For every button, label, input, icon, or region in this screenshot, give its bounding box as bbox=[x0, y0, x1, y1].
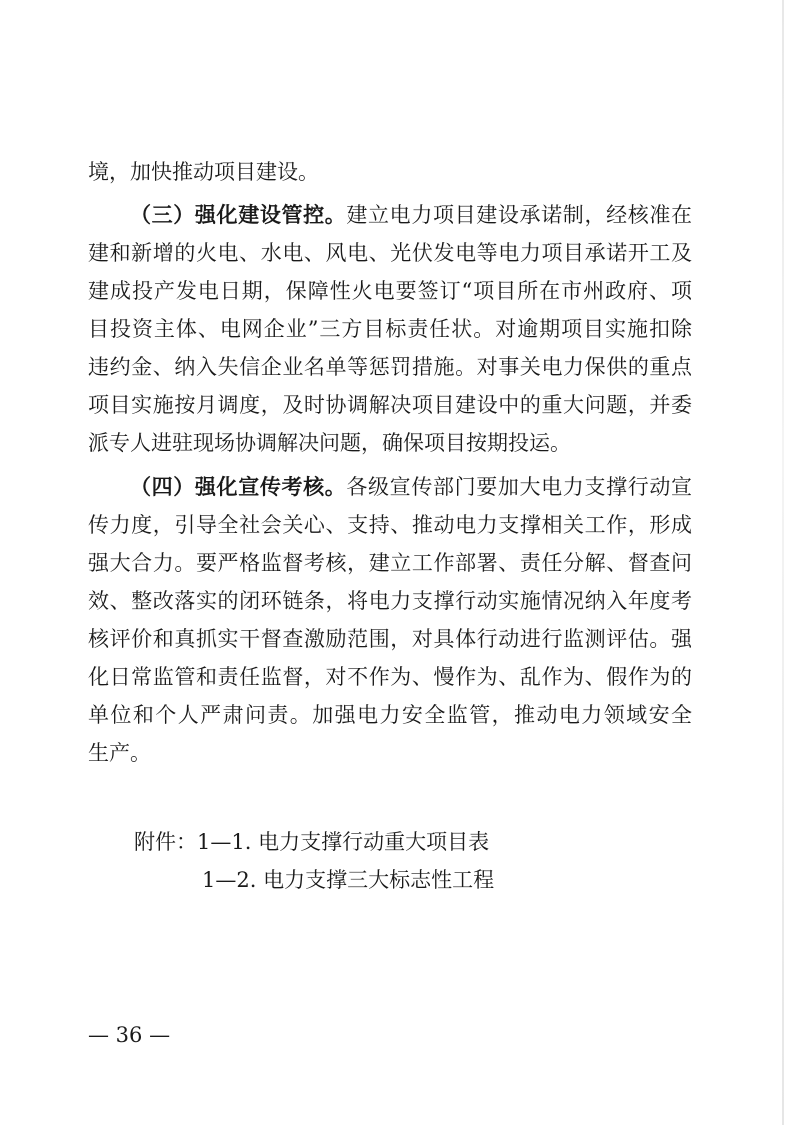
attachment-item-1 bbox=[134, 827, 489, 857]
text-line: 效、整改落实的闭环链条，将电力支撑行动实施情况纳入年度考 bbox=[88, 589, 692, 613]
text-line: 单位和个人严肃问责。加强电力安全监管，推动电力领域安全 bbox=[88, 703, 692, 727]
text-line: 派专人进驻现场协调解决问题，确保项目按期投运。 bbox=[88, 431, 571, 455]
page-number: — 36 — bbox=[88, 1023, 171, 1047]
text-line: 核评价和真抓实干督查激励范围，对具体行动进行监测评估。强 bbox=[88, 627, 692, 651]
section-4-first-line bbox=[130, 472, 692, 502]
attachment-title: 1—1. 电力支撑行动重大项目表 bbox=[197, 830, 490, 854]
text-line: 建和新增的火电、水电、风电、光伏发电等电力项目承诺开工及 bbox=[88, 241, 692, 265]
attachment-label: 附件： bbox=[134, 830, 197, 854]
section-3-heading: （三）强化建设管控。 bbox=[130, 202, 347, 227]
section-3-first-line bbox=[130, 200, 692, 230]
text-line: 生产。 bbox=[88, 741, 151, 765]
text-line: 化日常监管和责任监督，对不作为、慢作为、乱作为、假作为的 bbox=[88, 665, 692, 689]
section-4-heading: （四）强化宣传考核。 bbox=[130, 474, 347, 499]
text-line: 境，加快推动项目建设。 bbox=[88, 160, 319, 184]
text-line: 目投资主体、电网企业”三方目标责任状。对逾期项目实施扣除 bbox=[88, 317, 692, 341]
text-line: 建立电力项目建设承诺制，经核准在 bbox=[346, 203, 693, 227]
scan-edge-shadow bbox=[782, 0, 784, 1125]
paragraph-continuation bbox=[88, 157, 692, 187]
text-line: 传力度，引导全社会关心、支持、推动电力支撑相关工作，形成 bbox=[88, 513, 692, 537]
attachment-title: 1—2. 电力支撑三大标志性工程 bbox=[202, 868, 495, 892]
text-line: 强大合力。要严格监督考核，建立工作部署、责任分解、督查问 bbox=[88, 551, 692, 575]
text-line: 项目实施按月调度，及时协调解决项目建设中的重大问题，并委 bbox=[88, 393, 692, 417]
text-line: 建成投产发电日期，保障性火电要签订“项目所在市州政府、项 bbox=[88, 279, 692, 303]
text-line: 违约金、纳入失信企业名单等惩罚措施。对事关电力保供的重点 bbox=[88, 355, 692, 379]
attachment-item-2 bbox=[202, 865, 494, 895]
text-line: 各级宣传部门要加大电力支撑行动宣 bbox=[346, 475, 693, 499]
